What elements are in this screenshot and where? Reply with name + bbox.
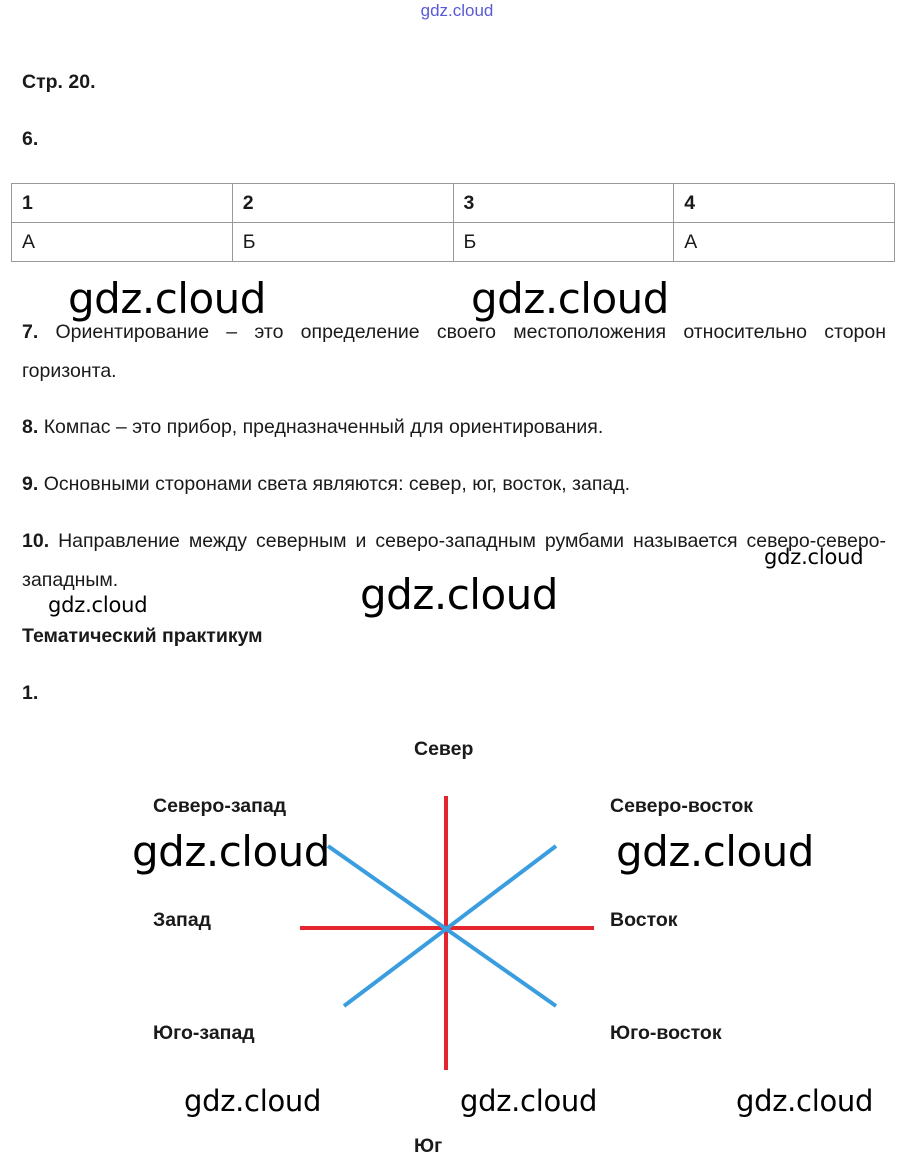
task7-number: 7. <box>22 321 39 343</box>
label-northeast: Северо-восток <box>610 795 754 817</box>
watermark: gdz.cloud <box>471 274 669 323</box>
watermark: gdz.cloud <box>68 274 266 323</box>
task10-text: Направление между северным и северо-западным румбами называется северо-северо-западным. <box>22 530 886 591</box>
task7-text: Ориентирование – это определение своего местоположения относительно сторон горизонта. <box>22 321 886 382</box>
section-title: Тематический практикум <box>22 625 263 647</box>
table-cell: А <box>12 223 233 262</box>
task6-number: 6. <box>22 128 39 150</box>
watermark: gdz.cloud <box>616 827 814 876</box>
table-cell: 3 <box>453 184 674 223</box>
table-cell: Б <box>232 223 453 262</box>
task9-text: Основными сторонами света являются: север, юг, восток, запад. <box>43 473 631 495</box>
watermark: gdz.cloud <box>132 827 330 876</box>
label-southwest: Юго-запад <box>153 1022 255 1044</box>
table-cell: Б <box>453 223 674 262</box>
task10-number: 10. <box>22 530 50 552</box>
watermark: gdz.cloud <box>48 593 148 617</box>
watermark: gdz.cloud <box>360 570 558 619</box>
task8-number: 8. <box>22 416 39 438</box>
task1-number: 1. <box>22 682 39 704</box>
task8-text: Компас – это прибор, предназначенный для ориентирования. <box>43 416 604 438</box>
table-cell: А <box>674 223 895 262</box>
table-cell: 1 <box>12 184 233 223</box>
label-west: Запад <box>153 909 212 931</box>
task9-number: 9. <box>22 473 39 495</box>
page-label: Стр. 20. <box>22 71 96 93</box>
table-cell: 2 <box>232 184 453 223</box>
watermark: gdz.cloud <box>460 1084 598 1118</box>
header-watermark: gdz.cloud <box>420 1 494 20</box>
label-south: Юг <box>414 1135 443 1157</box>
watermark: gdz.cloud <box>184 1084 322 1118</box>
label-north: Север <box>414 738 474 760</box>
label-east: Восток <box>610 909 678 931</box>
watermark: gdz.cloud <box>736 1084 874 1118</box>
label-northwest: Северо-запад <box>153 795 287 817</box>
label-southeast: Юго-восток <box>610 1022 722 1044</box>
table-cell: 4 <box>674 184 895 223</box>
watermark: gdz.cloud <box>764 545 864 569</box>
